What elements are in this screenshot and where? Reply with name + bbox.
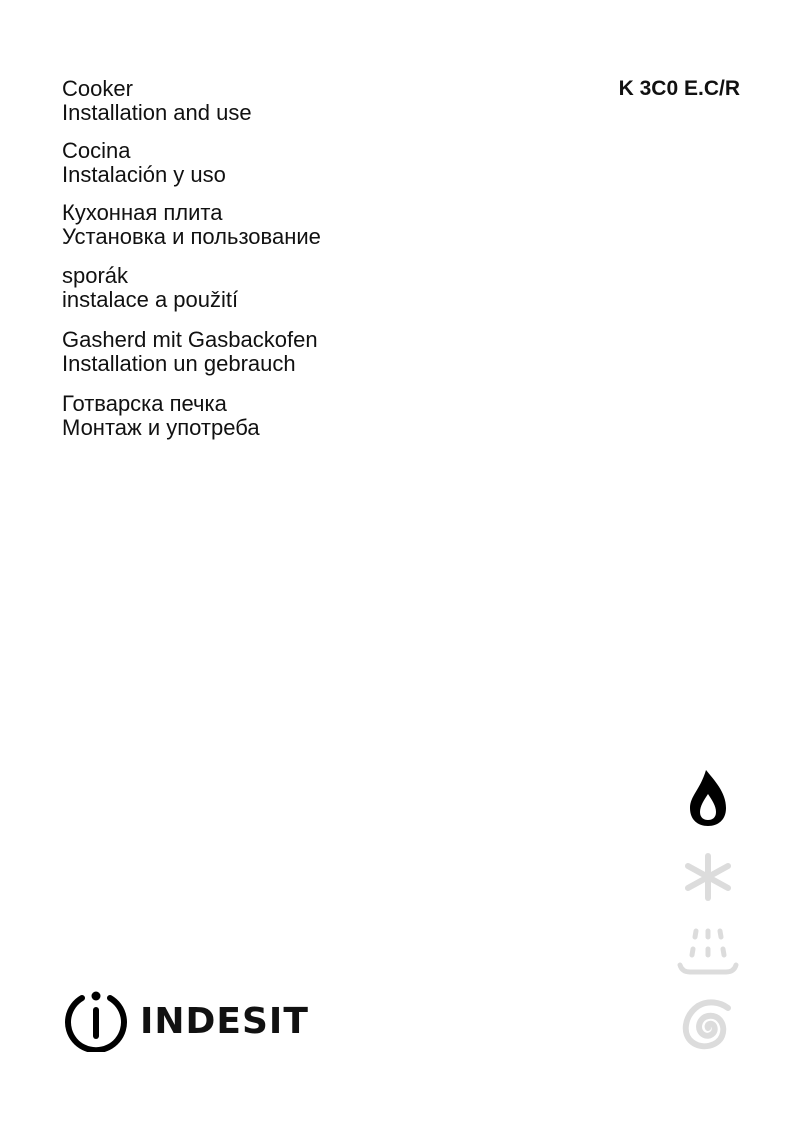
title-block-ru (62, 201, 321, 249)
title-block-de (62, 328, 318, 376)
title: Готварска печка (62, 391, 227, 416)
steam-icon (676, 925, 740, 977)
subtitle: Монтаж и употреба (62, 415, 260, 440)
title-block-es (62, 139, 226, 187)
indesit-logo (62, 990, 309, 1052)
subtitle: Instalación y uso (62, 162, 226, 187)
gas-flame-icon (676, 768, 740, 828)
title: Gasherd mit Gasbackofen (62, 327, 318, 352)
title: Cocina (62, 138, 131, 163)
subtitle: Установка и пользование (62, 224, 321, 249)
brand-name: INDESIT (140, 1000, 309, 1042)
subtitle: Installation un gebrauch (62, 351, 296, 376)
info-circle-logo-icon (62, 990, 130, 1052)
title: Кухонная плита (62, 200, 223, 225)
title-block-bg (62, 392, 260, 440)
title-block-en (62, 77, 252, 125)
subtitle: Installation and use (62, 100, 252, 125)
title: Cooker (62, 76, 133, 101)
spiral-icon (676, 998, 740, 1056)
title-block-cs (62, 264, 238, 312)
subtitle: instalace a použití (62, 287, 239, 312)
snowflake-icon (676, 852, 740, 902)
model-number: K 3C0 E.C/R (618, 77, 740, 100)
title: sporák (62, 263, 129, 288)
